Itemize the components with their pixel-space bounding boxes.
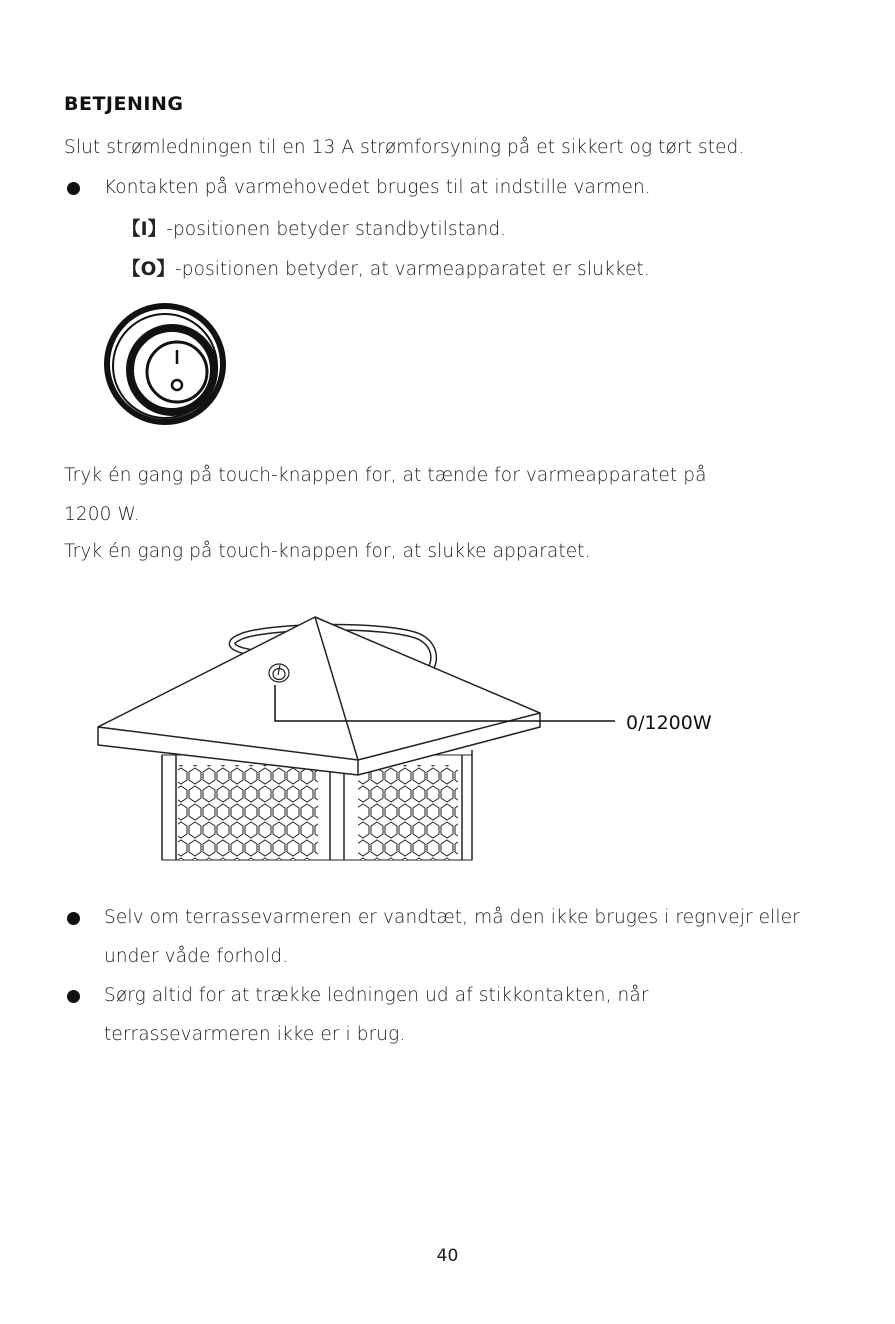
bullet-text-unplug-line1: Sørg altid for at trække ledningen ud af stikkontakten, når (104, 985, 649, 1006)
touch-text-line3: Tryk én gang på touch-knappen for, at slukke apparatet. (64, 541, 591, 562)
bullet-text-rain-line1: Selv om terrassevarmeren er vandtæt, må den ikke bruges i regnvejr eller (104, 907, 800, 928)
rocker-switch-illustration (100, 300, 230, 430)
switch-off-line (122, 255, 650, 281)
power-icon (269, 664, 289, 682)
page-number: 40 (436, 1246, 459, 1266)
switch-on-symbol: 【I】 (122, 219, 167, 240)
bullet-dot (67, 912, 80, 925)
bullet-text-rain-line2: under våde forhold. (104, 946, 289, 967)
switch-off-symbol: 【O】 (122, 259, 176, 280)
bullet-text-switch: Kontakten på varmehovedet bruges til at indstille varmen. (104, 177, 651, 198)
bullet-text-unplug-line2: terrassevarmeren ikke er i brug. (104, 1024, 406, 1045)
touch-text-line2: 1200 W. (64, 504, 140, 525)
switch-off-description: -positionen betyder, at varmeapparatet er slukket. (175, 259, 650, 280)
bullet-dot (67, 182, 80, 195)
heater-mesh-left (178, 765, 318, 860)
bullet-dot (67, 990, 80, 1003)
heater-roof (98, 617, 540, 775)
heater-illustration (90, 605, 810, 867)
touch-text-line1: Tryk én gang på touch-knappen for, at tænde for varmeapparatet på (64, 465, 707, 486)
intro-text: Slut strømledningen til en 13 A strømforsyning på et sikkert og tørt sted. (64, 137, 745, 158)
switch-on-line (122, 215, 506, 241)
heater-mesh-right (358, 765, 458, 860)
switch-on-description: -positionen betyder standbytilstand. (166, 219, 507, 240)
power-setting-label: 0/1200W (626, 712, 712, 734)
section-heading: BETJENING (64, 93, 184, 115)
